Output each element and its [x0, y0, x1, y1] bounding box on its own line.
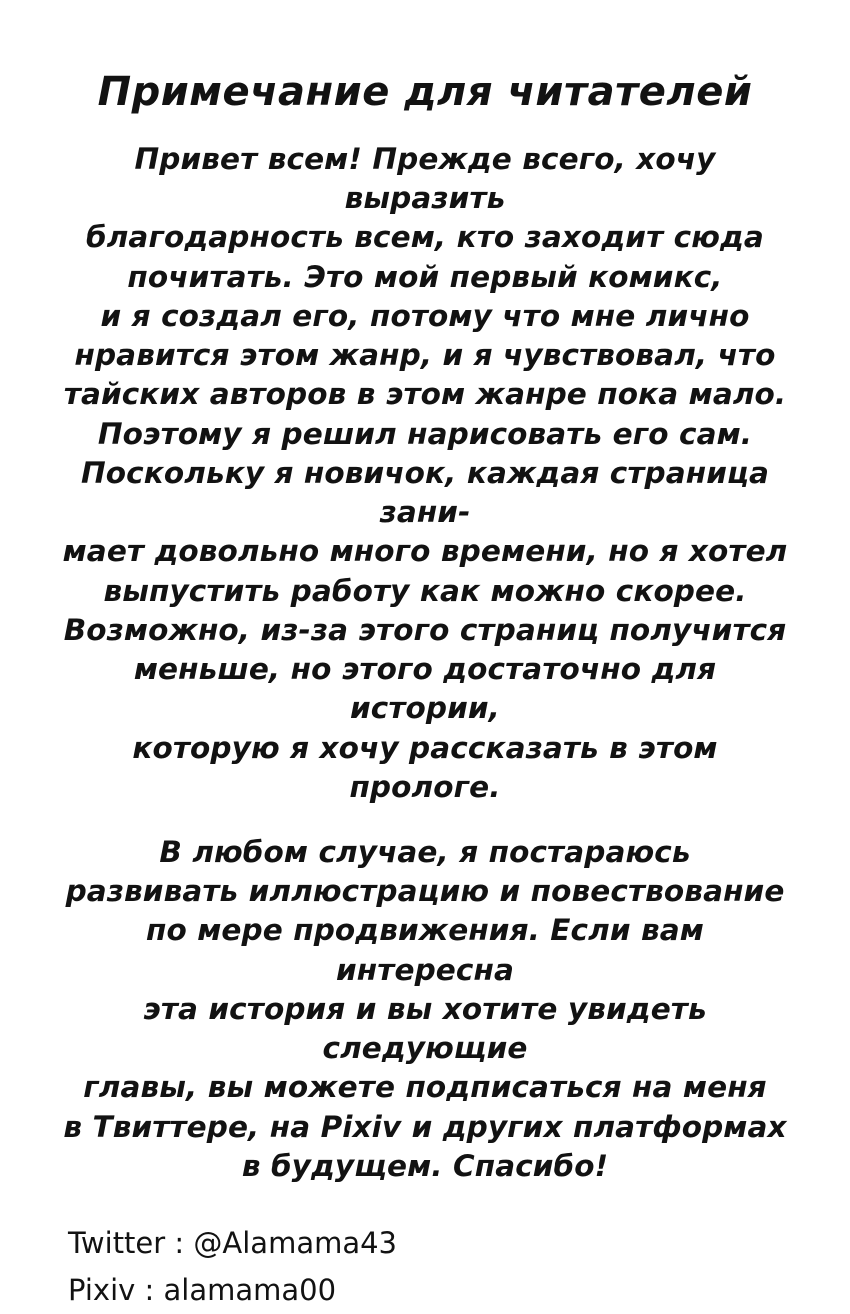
contact-list — [60, 1220, 790, 1314]
note-line: почитать. Это мой первый комикс, — [127, 259, 723, 294]
note-line: В любом случае, я постараюсь — [159, 834, 691, 869]
note-line: меньше, но этого достаточно для истории, — [133, 652, 717, 726]
page-title: Примечание для читателей — [97, 69, 753, 115]
note-line: в будущем. Спасибо! — [241, 1148, 609, 1183]
twitter-handle: Twitter : @Alamama43 — [68, 1226, 398, 1261]
note-line: и я создал его, потому что мне лично — [100, 298, 750, 333]
note-line: тайских авторов в этом жанре пока мало. — [63, 377, 787, 412]
note-line: благодарность всем, кто заходит сюда — [86, 220, 764, 255]
note-line: Поскольку я новичок, каждая страница зани- — [81, 455, 769, 530]
note-line: нравится этом жанр, и я чувствовал, что — [74, 338, 776, 373]
pixiv-handle: Pixiv : alamama00 — [68, 1273, 337, 1308]
paragraph-spacer — [60, 807, 790, 833]
note-body — [60, 140, 790, 1186]
note-line: развивать иллюстрацию и повествование — [65, 874, 785, 909]
note-line: Возможно, из-за этого страниц получится — [63, 612, 787, 647]
note-line: выпустить работу как можно скорее. — [103, 573, 747, 608]
note-line: Поэтому я решил нарисовать его сам. — [97, 416, 753, 451]
note-line: по мере продвижения. Если вам интересна — [146, 913, 704, 987]
note-line: мает довольно много времени, но я хотел — [62, 534, 788, 569]
note-line: главы, вы можете подписаться на меня — [83, 1070, 767, 1105]
note-line: Привет всем! Прежде всего, хочу выразить — [134, 142, 716, 216]
note-line: в Твиттере, на Pixiv и других платформах — [63, 1109, 787, 1144]
note-line: которую я хочу рассказать в этом прологе. — [132, 730, 718, 804]
note-line: эта история и вы хотите увидеть следующие — [143, 991, 707, 1066]
